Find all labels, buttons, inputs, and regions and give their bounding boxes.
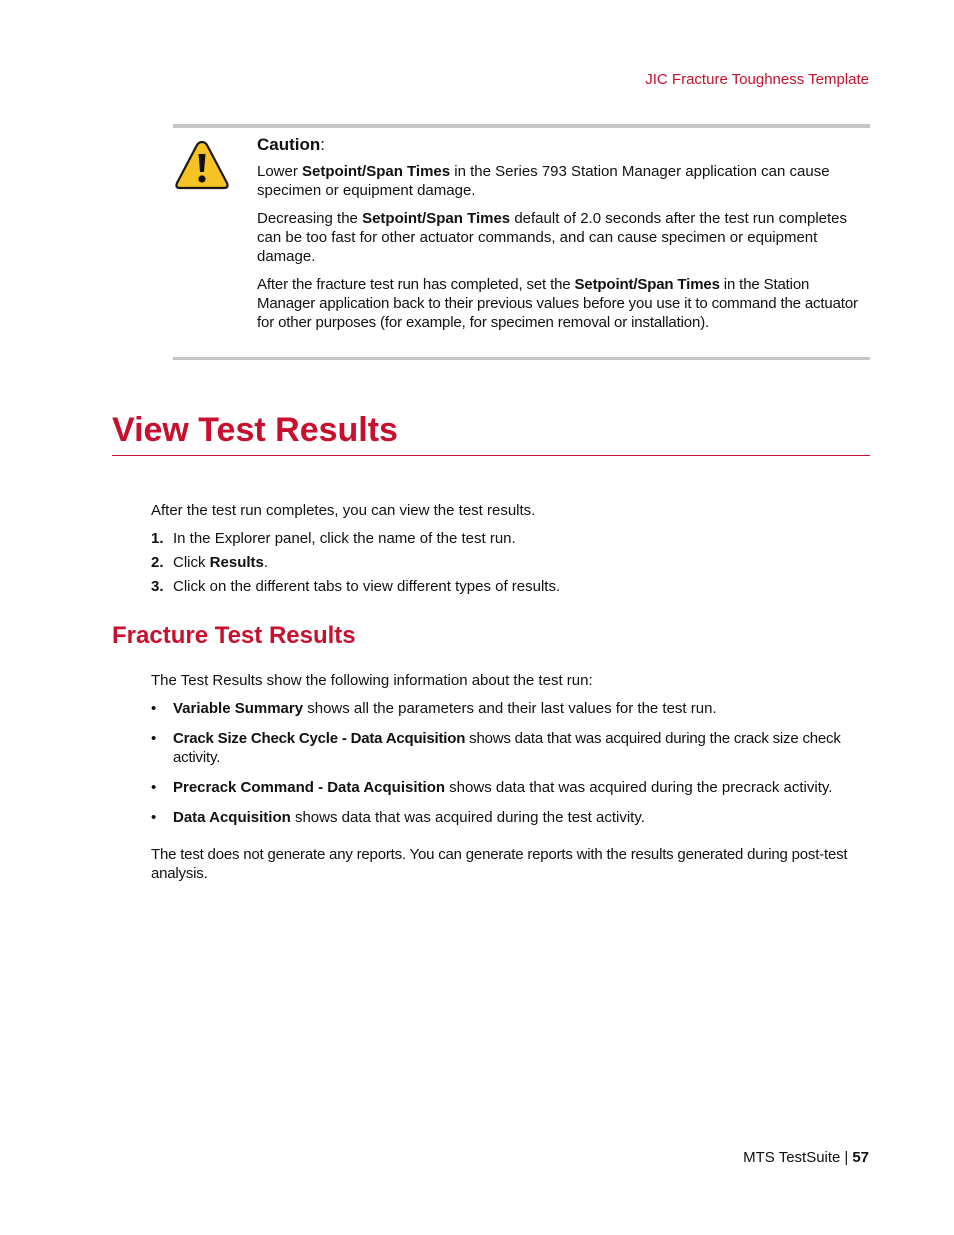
list-item: • Precrack Command - Data Acquisition shows data that was acquired during the precrack activity. <box>151 779 833 796</box>
running-header: JIC Fracture Toughness Template <box>645 71 869 88</box>
view-results-intro: After the test run completes, you can view the test results. <box>151 502 536 519</box>
caution-paragraph: After the fracture test run has completed, set the Setpoint/Span Times in the Station Manager application back to their previous values before you use it to command the actuator for other purposes (for example, for specimen removal or installation). <box>257 276 858 331</box>
view-results-section <box>151 501 870 601</box>
list-item: 3. Click on the different tabs to view different types of results. <box>151 578 561 595</box>
list-item: • Crack Size Check Cycle - Data Acquisition shows data that was acquired during the crack size check activity. <box>151 730 841 766</box>
list-item: 2. Click Results. <box>151 554 269 571</box>
list-item: 1. In the Explorer panel, click the name of the test run. <box>151 530 516 547</box>
steps-list <box>151 529 870 596</box>
fracture-test-results-heading: Fracture Test Results <box>112 622 356 649</box>
caution-title: Caution: <box>257 135 326 154</box>
closing-paragraph: The test does not generate any reports. You can generate reports with the results generated during post-test analysis. <box>151 846 848 882</box>
caution-paragraph: Decreasing the Setpoint/Span Times default of 2.0 seconds after the test run completes can be too fast for other actuator commands, and can cause specimen or equipment damage. <box>257 210 848 265</box>
results-bullet-list <box>151 699 870 827</box>
caution-body <box>257 134 871 341</box>
footer-separator: | <box>844 1149 849 1166</box>
list-item: • Data Acquisition shows data that was acquired during the test activity. <box>151 809 645 826</box>
page-footer <box>743 1148 869 1167</box>
caution-paragraph: Lower Setpoint/Span Times in the Series 793 Station Manager application can cause specimen or equipment damage. <box>257 163 830 199</box>
list-item: • Variable Summary shows all the parameters and their last values for the test run. <box>151 700 717 717</box>
fracture-results-section <box>151 671 870 883</box>
caution-box <box>173 124 870 360</box>
fracture-results-intro: The Test Results show the following information about the test run: <box>151 672 593 689</box>
page-number: 57 <box>852 1149 869 1166</box>
footer-product: MTS TestSuite <box>743 1149 841 1166</box>
view-test-results-heading: View Test Results <box>112 411 398 449</box>
heading-rule <box>112 455 870 456</box>
warning-triangle-icon <box>174 139 230 191</box>
